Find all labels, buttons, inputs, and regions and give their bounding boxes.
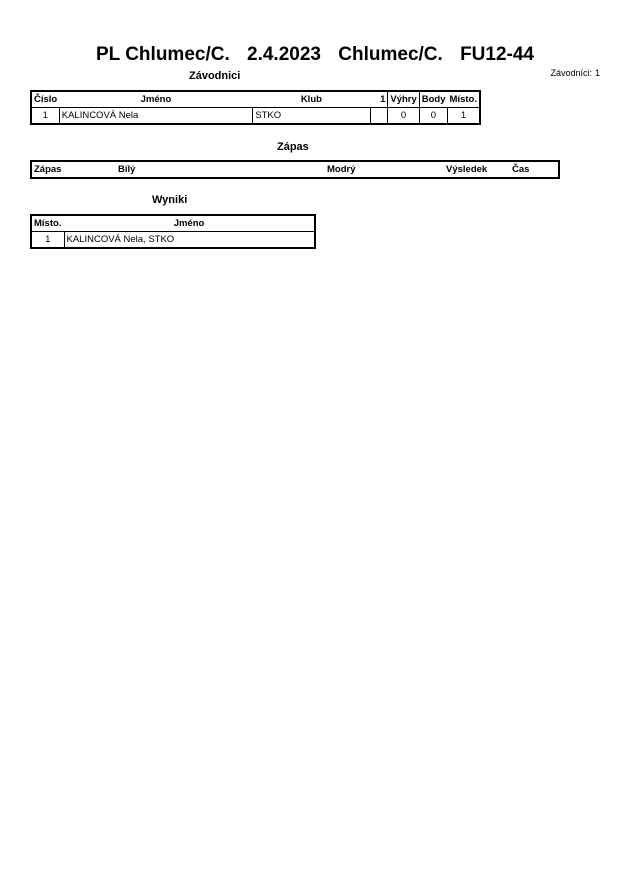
competitor-name: KALINCOVÁ Nela — [59, 108, 253, 125]
col-time: Čas — [512, 164, 530, 175]
col-wins: Výhry — [388, 91, 419, 108]
results-title: Wyniki — [152, 194, 188, 206]
competitor-round-1 — [370, 108, 388, 125]
matches-table — [30, 160, 560, 179]
col-white: Bílý — [118, 164, 136, 175]
col-points: Body — [421, 94, 446, 105]
event-date: 2.4.2023 — [247, 44, 321, 65]
competitor-place: 1 — [448, 108, 480, 125]
col-result: Výsledek — [446, 164, 488, 175]
results-table — [30, 214, 316, 249]
competitor-count — [550, 68, 600, 78]
competitor-points: 0 — [419, 108, 447, 125]
col-club: Klub — [300, 94, 322, 105]
competitor-club: STKO — [253, 108, 370, 125]
competitor-count-value: 1 — [594, 68, 600, 78]
event-name: PL Chlumec/C. — [96, 44, 230, 65]
matches-header-row — [31, 161, 559, 178]
col-result-name: Jméno — [173, 218, 205, 229]
event-category: FU12-44 — [460, 44, 534, 65]
col-round-1: 1 — [380, 94, 386, 105]
results-header-row — [31, 215, 315, 232]
competitors-title: Závodnici — [189, 70, 241, 82]
col-result-place: Místo. — [34, 218, 62, 229]
result-row — [31, 232, 315, 249]
competitor-number: 1 — [31, 108, 59, 125]
col-number: Číslo — [34, 94, 58, 105]
col-blue: Modrý — [327, 164, 356, 175]
col-match: Zápas — [34, 164, 62, 175]
competitor-wins: 0 — [388, 108, 419, 125]
col-name: Jméno — [140, 94, 172, 105]
competitors-header-row — [31, 91, 480, 108]
competitor-row — [31, 108, 480, 125]
event-place: Chlumec/C. — [338, 44, 443, 65]
competitors-table — [30, 90, 481, 125]
competitor-count-label: Závodníci: — [550, 68, 592, 78]
result-name: KALINCOVÁ Nela, STKO — [64, 232, 315, 249]
matches-title: Zápas — [277, 141, 309, 153]
page-title — [0, 44, 630, 66]
result-place: 1 — [31, 232, 64, 249]
col-place: Místo. — [449, 94, 477, 105]
